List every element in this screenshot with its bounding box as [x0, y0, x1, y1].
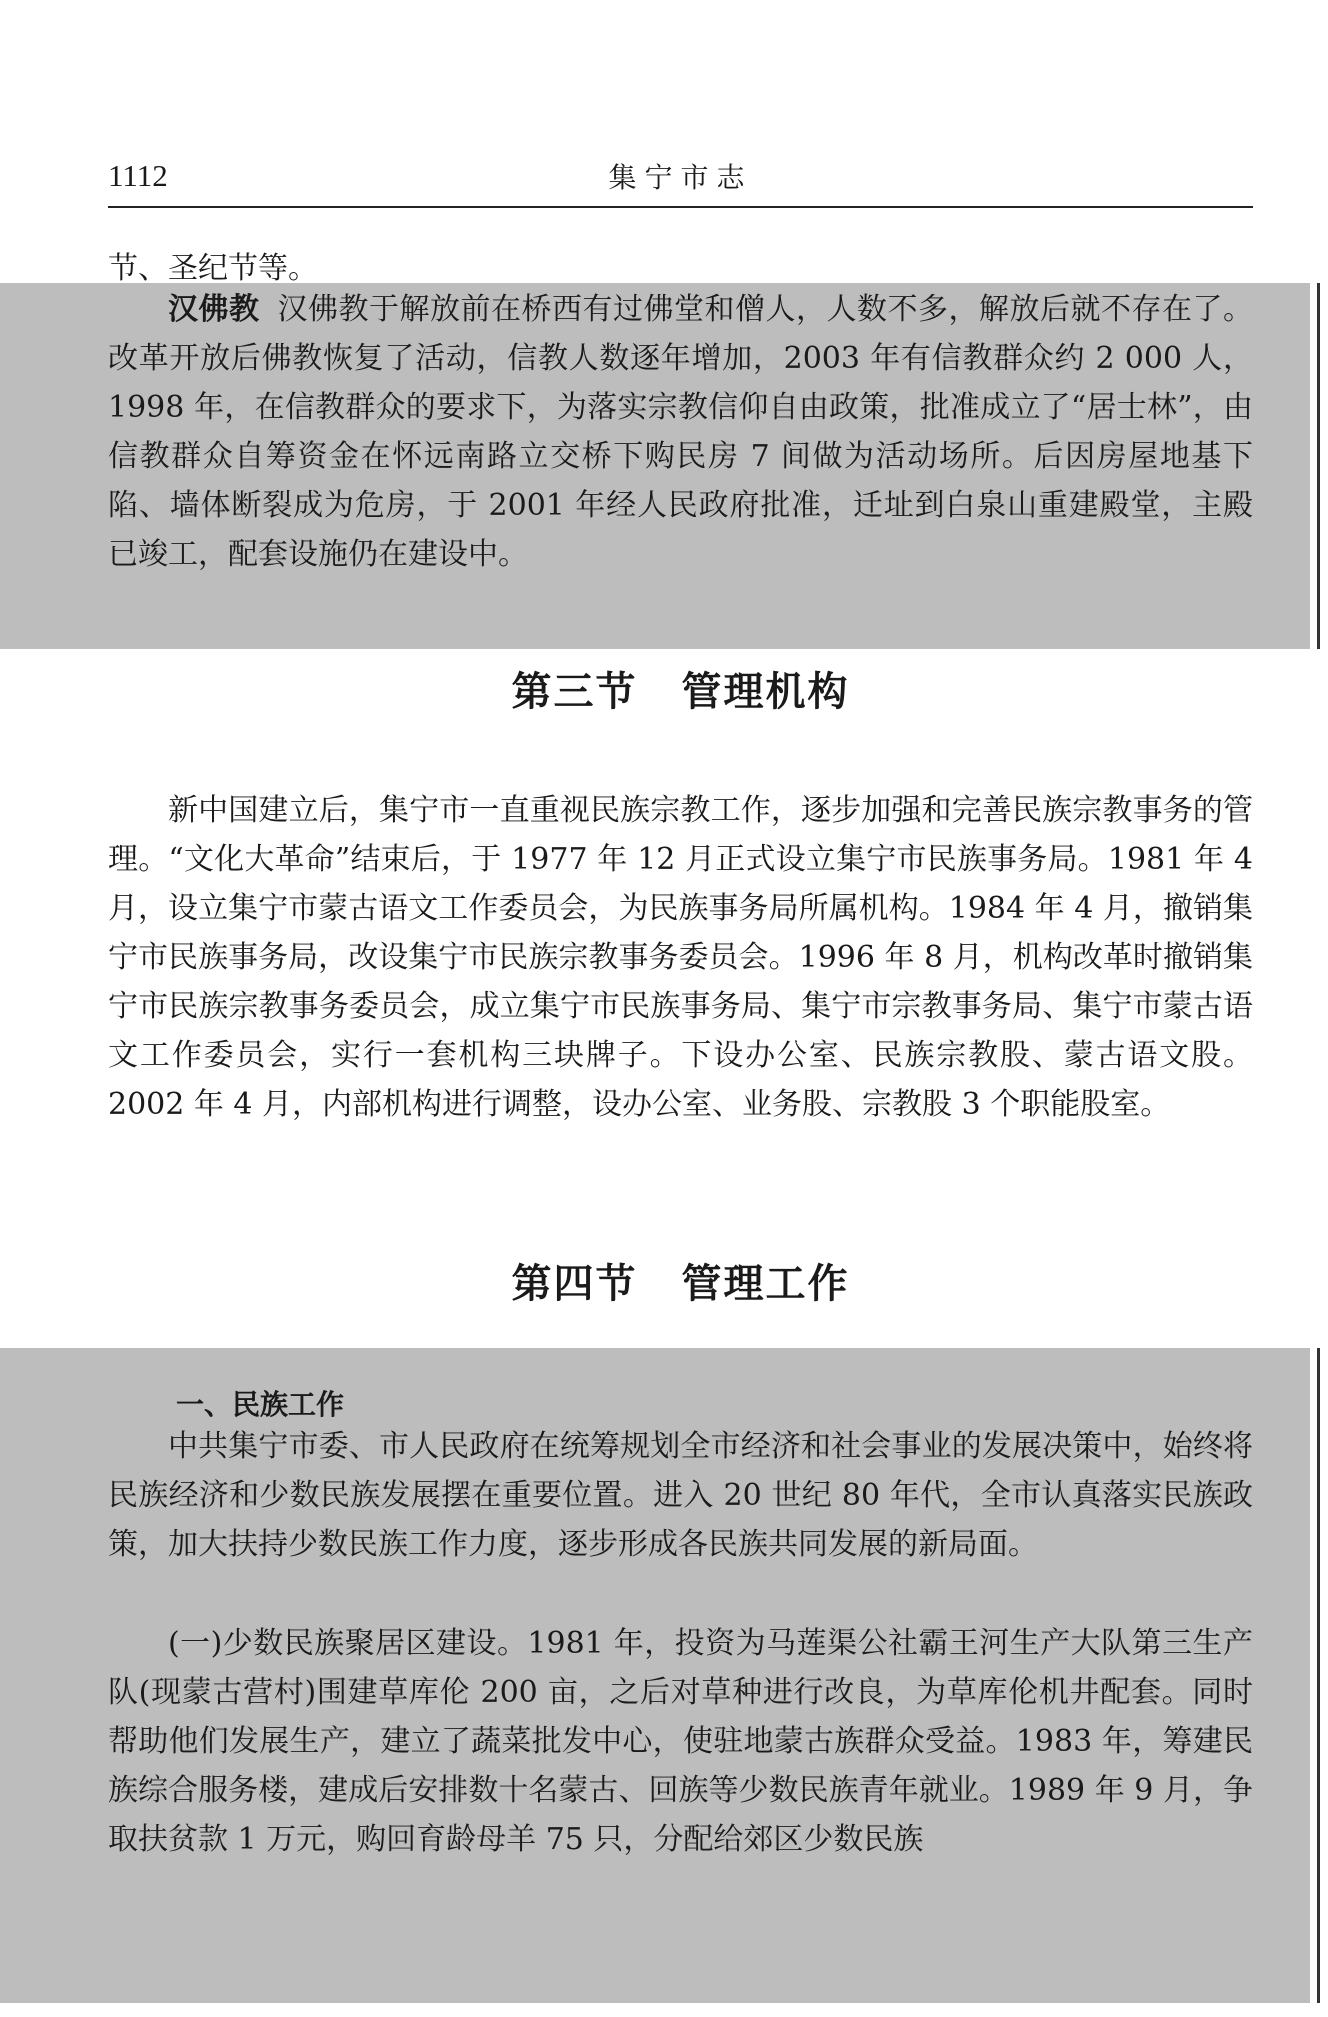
section-3-heading — [108, 660, 1253, 717]
page-number: 1112 — [108, 158, 168, 193]
section-4-title: 管理工作 — [681, 1261, 850, 1307]
section-4-label: 第四节 — [511, 1261, 638, 1307]
ethnic-work-paragraph-2: (一)少数民族聚居区建设。1981 年，投资为马莲渠公社霸王河生产大队第三生产队(现蒙古营村)围建草库伦 200 亩，之后对草种进行改良，为草库伦机井配套。同时帮助他们发展生产，建立了蔬菜批发中心，使驻地蒙古族群众受益。1983 年，筹建民族综合服务楼，建成后安排数十名蒙古、回族等少数民族青年就业。1989 年 9 月，争取扶贫款 1 万元，购回育龄母羊 75 只，分配给郊区少数民族 — [108, 1626, 1253, 1857]
section-3-label: 第三节 — [511, 669, 638, 715]
han-buddhism-lead: 汉佛教 — [168, 292, 260, 327]
ethnic-work-subheading: 一、民族工作 — [176, 1388, 345, 1421]
han-buddhism-paragraph — [108, 285, 1253, 579]
section-3-title: 管理机构 — [681, 669, 850, 715]
section-3-paragraph: 新中国建立后，集宁市一直重视民族宗教工作，逐步加强和完善民族宗教事务的管理。“文化大革命”结束后，于 1977 年 12 月正式设立集宁市民族事务局。1981 年 4 月，设立集宁市蒙古语文工作委员会，为民族事务局所属机构。1984 年 4 月，撤销集宁市民族事务局，改设集宁市民族宗教事务委员会。1996 年 8 月，机构改革时撤销集宁市民族宗教事务委员会，成立集宁市民族事务局、集宁市宗教事务局、集宁市蒙古语文工作委员会，实行一套机构三块牌子。下设办公室、民族宗教股、蒙古语文股。2002 年 4 月，内部机构进行调整，设办公室、业务股、宗教股 3 个职能股室。 — [108, 793, 1253, 1122]
continuation-paragraph: 节、圣纪节等。 — [108, 251, 318, 286]
scan-edge-line-top — [1317, 283, 1320, 649]
section-4-heading — [108, 1252, 1253, 1309]
han-buddhism-text: 汉佛教于解放前在桥西有过佛堂和僧人，人数不多，解放后就不存在了。改革开放后佛教恢复了活动，信教人数逐年增加，2003 年有信教群众约 2 000 人，1998 年，在信教群众的要求下，为落实宗教信仰自由政策，批准成立了“居士林”，由信教群众自筹资金在怀远南路立交桥下购民房 7 间做为活动场所。后因房屋地基下陷、墙体断裂成为危房，于 2001 年经人民政府批准，迁址到白泉山重建殿堂，主殿已竣工，配套设施仍在建设中。 — [108, 292, 1253, 572]
ethnic-work-paragraph-1: 中共集宁市委、市人民政府在统筹规划全市经济和社会事业的发展决策中，始终将民族经济和少数民族发展摆在重要位置。进入 20 世纪 80 年代，全市认真落实民族政策，加大扶持少数民族工作力度，逐步形成各民族共同发展的新局面。 — [108, 1429, 1253, 1562]
page-header — [108, 150, 1253, 208]
scan-edge-line-bottom — [1317, 1348, 1320, 2003]
book-title: 集宁市志 — [608, 161, 753, 194]
